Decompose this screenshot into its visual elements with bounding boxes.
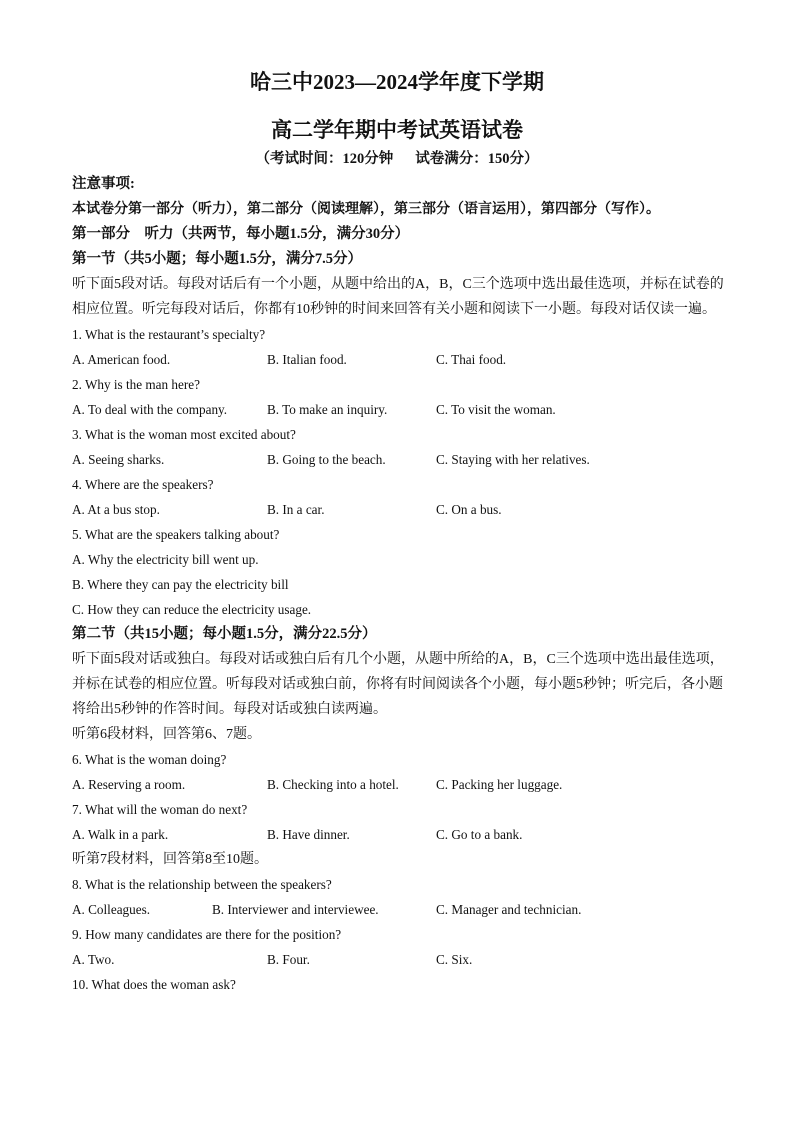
question-stem: 3. What is the woman most excited about? [72,427,296,442]
option-b: B. Interviewer and interviewee. [212,902,379,917]
exam-title-line2: 高二学年期中考试英语试卷 [271,118,523,142]
question-stem: 9. How many candidates are there for the position? [72,927,342,942]
option-c: C. Thai food. [436,352,507,367]
question-stem: 8. What is the relationship between the speakers? [72,877,332,892]
options-row [72,947,724,972]
question-stem: 2. Why is the man here? [72,377,200,392]
question-stem: 10. What does the woman ask? [72,977,236,992]
option-b: B. Where they can pay the electricity bill [72,577,289,592]
material-6-note: 听第6段材料，回答第6、7题。 [72,727,261,742]
options-row [72,772,724,797]
option-a: A. Seeing sharks. [72,452,165,467]
section2-instructions: 听下面5段对话或独白。每段对话或独白后有几个小题，从题中所给的A，B，C三个选项中选出最佳选项，并标在试卷的相应位置。听每段对话或独白前，你将有时间阅读各个小题，每小题5秒钟；听完后，各小题将给出5秒钟的作答时间。每段对话或独白读两遍。 [72,652,724,717]
question-stem: 7. What will the woman do next? [72,802,248,817]
exam-info [0,147,794,168]
exam-time: （考试时间：120分钟 [255,151,394,167]
options-row [72,897,724,922]
option-c: C. How they can reduce the electricity usage. [72,602,312,617]
option-b: B. In a car. [267,502,325,517]
section1-heading: 第一节（共5小题；每小题1.5分，满分7.5分） [72,251,362,267]
exam-title-line1: 哈三中2023—2024学年度下学期 [250,70,544,94]
option-c: C. Manager and technician. [436,902,582,917]
option-c: C. Packing her luggage. [436,777,563,792]
material-7-note: 听第7段材料，回答第8至10题。 [72,852,268,867]
option-a: A. Colleagues. [72,902,151,917]
part1-heading: 第一部分 听力（共两节，每小题1.5分，满分30分） [72,226,410,242]
option-a: A. Two. [72,952,115,967]
option-b: B. Italian food. [267,352,347,367]
option-a: A. To deal with the company. [72,402,228,417]
exam-body [72,172,724,997]
options-row [72,347,724,372]
option-c: C. Six. [436,952,473,967]
option-a: A. Reserving a room. [72,777,186,792]
option-a: A. Why the electricity bill went up. [72,552,259,567]
option-c: C. Go to a bank. [436,827,523,842]
notes-text: 本试卷分第一部分（听力），第二部分（阅读理解），第三部分（语言运用），第四部分（写作）。 [72,202,660,217]
section1-instructions: 听下面5段对话。每段对话后有一个小题，从题中给出的A，B，C三个选项中选出最佳选项，并标在试卷的相应位置。听完每段对话后，你都有10秒钟的时间来回答有关小题和阅读下一小题。每段对话仅读一遍。 [72,277,724,317]
full-score: 试卷满分：150分） [415,151,539,167]
options-row [72,822,724,847]
option-b: B. Four. [267,952,310,967]
option-a: A. At a bus stop. [72,502,160,517]
option-c: C. Staying with her relatives. [436,452,590,467]
notes-heading: 注意事项: [72,176,135,192]
question-stem: 4. Where are the speakers? [72,477,214,492]
options-row [72,397,724,422]
question-stem: 1. What is the restaurant’s specialty? [72,327,266,342]
options-row [72,447,724,472]
option-b: B. To make an inquiry. [267,402,388,417]
question-stem: 6. What is the woman doing? [72,752,227,767]
section2-heading: 第二节（共15小题；每小题1.5分，满分22.5分） [72,626,377,642]
options-row [72,497,724,522]
option-b: B. Have dinner. [267,827,350,842]
option-c: C. To visit the woman. [436,402,556,417]
option-a: A. Walk in a park. [72,827,169,842]
option-c: C. On a bus. [436,502,502,517]
option-a: A. American food. [72,352,171,367]
question-stem: 5. What are the speakers talking about? [72,527,280,542]
option-b: B. Checking into a hotel. [267,777,399,792]
option-b: B. Going to the beach. [267,452,386,467]
